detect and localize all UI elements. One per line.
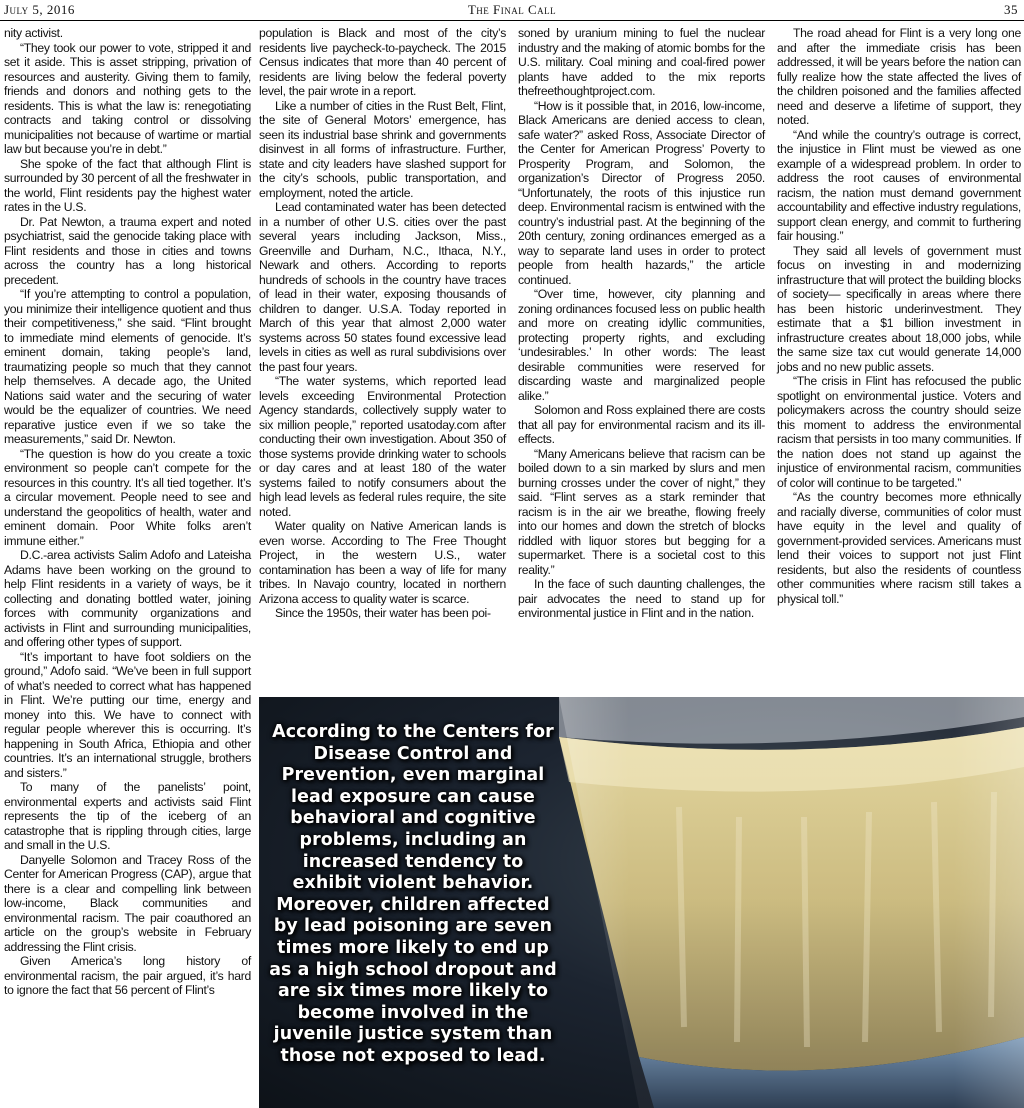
article-paragraph: “Many Americans believe that racism can be boiled down to a sin marked by slurs and men burning crosses under the cover of night,” they said. “Flint serves as a stark reminder that racism is in the air we breathe, flowing freely into our homes and down the stretch of blocks riddled with liquor stores but begging for a supermarket. There is a societal cost to this reality.” [518, 446, 765, 577]
article-paragraph: They said all levels of government must focus on investing in and modernizing infrastructure that will protect the building blocks of society— specifically in areas where there has been historic underinvestment. They estimate that a $1 billion investment in infrastructure creates about 18,000 jobs, while the same size tax cut would generate 14,000 jobs and no new public assets. [777, 243, 1021, 374]
article-paragraph: Solomon and Ross explained there are costs that all pay for environmental racism and its ill-effects. [518, 403, 765, 446]
article-paragraph: “And while the country’s outrage is correct, the injustice in Flint must be viewed as one example of a widespread problem. In order to address the root causes of environmental racism, the nation must demand government accountability and effective industry regulations, support clean energy, and commit to furthering fair housing.” [777, 127, 1021, 243]
article-paragraph: In the face of such daunting challenges, the pair advocates the need to stand up for environmental justice in Flint and in the nation. [518, 577, 765, 620]
article-paragraph: Danyelle Solomon and Tracey Ross of the Center for American Progress (CAP), argue that there is a clear and compelling link between low-income, Black communities and environmental racism. The pair coauthored an article on the group’s website in February addressing the Flint crisis. [4, 852, 251, 954]
article-paragraph: “They took our power to vote, stripped it and set it aside. This is asset stripping, privation of resources and austerity. Giving them to family, friends and donors and nothing gets to the residents. This is what the law is: renegotiating contracts and taking control or dissolving municipalities not because of wartime or martial law but because you’re in debt.” [4, 40, 251, 156]
article-paragraph: “The water systems, which reported lead levels exceeding Environmental Protection Agency standards, collectively supply water to six million people,” reported usatoday.com after conducting their own investigation. About 350 of those systems provide drinking water to schools or day cares and at least 180 of the water systems failed to notify consumers about the high lead levels as federal rules require, the site noted. [259, 374, 506, 519]
article-column-3 [518, 26, 765, 681]
article-paragraph: “Over time, however, city planning and zoning ordinances focused less on public health and more on creating idyllic communities, protecting property rights, and excluding ‘undesirables.’ In other words: The least desirable communities were reserved for discarding waste and marginalized people alike.” [518, 287, 765, 403]
article-paragraph: population is Black and most of the city’s residents live paycheck-to-paycheck. The 2015 Census indicates that more than 40 percent of residents are living below the federal poverty level, the pair wrote in a report. [259, 26, 506, 98]
article-paragraph: Since the 1950s, their water has been poi- [275, 606, 491, 620]
article-paragraph: The road ahead for Flint is a very long one and after the immediate crisis has been addressed, it will be years before the nation can fully realize how the state affected the lives of the children poisoned and the families affected need and deserve a lifetime of support, they noted. [777, 26, 1021, 127]
article-paragraph: “The question is how do you create a toxic environment so people can’t compete for the resources in this country. It’s all tied together. It’s a circular movement. People need to see and understand the geopolitics of health, water and eminent domain. Poor White folks aren’t immune either.” [4, 446, 251, 548]
article-column-4 [777, 26, 1021, 681]
article-paragraph: “How is it possible that, in 2016, low-income, Black Americans are denied access to clean, safe water?” asked Ross, Associate Director of the Center for American Progress’ Poverty to Prosperity Program, and Solomon, the organization’s Director of Progress 2050. “Unfortunately, the roots of this injustice run deep. Environmental racism is entwined with the country’s industrial past. At the beginning of the 20th century, zoning ordinances emerged as a way to separate land uses in order to protect people from health hazards,” the article continued. [518, 98, 765, 287]
publication-name: The Final Call [467, 2, 557, 17]
article-paragraph: She spoke of the fact that although Flint is surrounded by 30 percent of all the freshwater in the world, Flint residents pay the highest water rates in the U.S. [4, 156, 251, 214]
article-paragraph: “The crisis in Flint has refocused the public spotlight on environmental justice. Voters and policymakers across the country should seize this moment to address the environmental racism that persists in too many communities. If the nation does not stand up against the injustice of environmental racism, communities of color will continue to be targeted.” [777, 374, 1021, 490]
article-paragraph: Given America’s long history of environmental racism, the pair argued, it’s hard to ignore the fact that 56 percent of Flint’s [4, 954, 251, 997]
photo-caption: According to the Centers for Disease Control and Prevention, even marginal lead exposure can cause behavioral and cognitive problems, including an increased tendency to exhibit violent behavior. Moreover, children affected by lead poisoning are seven times more likely to end up as a high school dropout and are six times more likely to become involved in the juvenile justice system than those not exposed to lead. [269, 722, 557, 1066]
article-paragraph: To many of the panelists’ point, environmental experts and activists said Flint represents the tip of the iceberg of an catastrophe that is rippling through cities, large and small in the U.S. [4, 780, 251, 852]
article-paragraph: Dr. Pat Newton, a trauma expert and noted psychiatrist, said the genocide taking place with Flint residents and those in cities and towns across the country has a long historical precedent. [4, 214, 251, 287]
article-paragraph: D.C.-area activists Salim Adofo and Lateisha Adams have been working on the ground to help Flint residents in a variety of ways, be it collecting and donating bottled water, joining forces with community organizations and activists in Flint and surrounding municipalities, and offering other types of support. [4, 548, 251, 649]
article-paragraph: “It’s important to have foot soldiers on the ground,” Adofo said. “We’ve been in full support of what’s needed to correct what has happened in Flint. We’re putting our time, energy and money into this. We have to connect with regular people wherever this is occurring. It’s happening in South Africa, Ethiopia and other countries. It’s an international struggle, brothers and sisters.” [4, 649, 251, 780]
article-column-2 [259, 26, 506, 681]
article-paragraph: nity activist. [4, 26, 63, 40]
article-paragraph: “As the country becomes more ethnically and racially diverse, communities of color must have equity in the level and quality of government-provided services. Americans must lend their voices to support not just Flint residents, but also the residents of countless other communities where racism still takes a physical toll.” [777, 490, 1021, 606]
page-number: 35 [1004, 2, 1018, 17]
article-paragraph: soned by uranium mining to fuel the nuclear industry and the making of atomic bombs for the U.S. military. Coal mining and coal-fired power plants have added to the mix reports thefreethoughtproject.com. [518, 26, 765, 98]
issue-date: July 5, 2016 [4, 2, 75, 17]
article-paragraph: Like a number of cities in the Rust Belt, Flint, the site of General Motors’ emergence, has seen its industrial base shrink and governments disinvest in all forms of infrastructure. Further, state and city leaders have slashed support for the city’s schools, public transportation, and employment, noted the article. [259, 98, 506, 200]
article-paragraph: Lead contaminated water has been detected in a number of other U.S. cities over the past several years including Jackson, Miss., Greenville and Durham, N.C., Ithaca, N.Y., Newark and others. According to reports hundreds of schools in the country have traces of lead in their water, exposing thousands of children to danger. U.S.A. Today reported in March of this year that almost 2,000 water systems across 50 states found excessive lead levels in cities as well as rural subdivisions over the past four years. [259, 200, 506, 374]
article-paragraph: “If you’re attempting to control a population, you minimize their intelligence quotient and thus their competitiveness,” she said. “Flint brought to immediate mind elements of genocide. It’s eminent domain, taking people’s land, traumatizing people so much that they cannot help themselves. A decade ago, the United Nations said water and the securing of water would be the equalizer of countries. We need reparative justice even if we so take the measurements,” said Dr. Newton. [4, 287, 251, 446]
article-column-1 [4, 26, 251, 1108]
article-paragraph: Water quality on Native American lands is even worse. According to The Free Thought Project, in the western U.S., water contamination has been a way of life for many tribes. In Navajo country, located in northern Arizona access to quality water is scarce. [259, 519, 506, 606]
page-header [0, 0, 1024, 21]
